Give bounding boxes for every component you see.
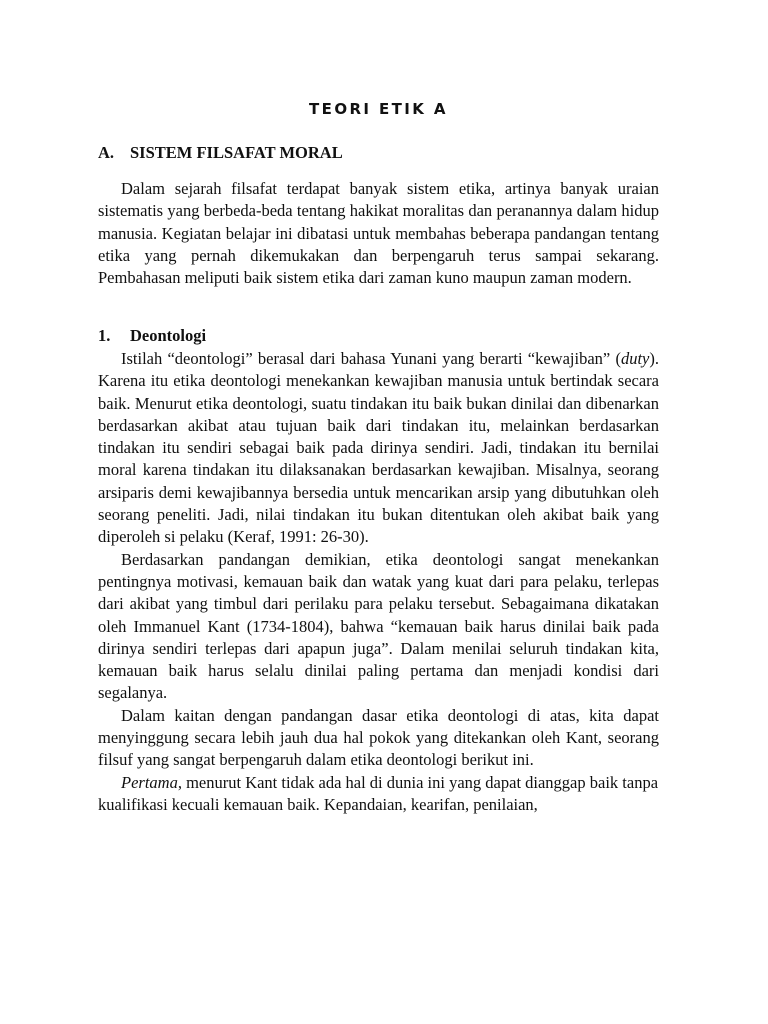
subsection-heading <box>98 326 206 346</box>
paragraph-1-italic: duty <box>620 349 650 368</box>
paragraph-1-text-a: Istilah “deontologi” berasal dari bahasa Yunani yang berarti “kewajiban” ( <box>121 349 621 368</box>
deontologi-body <box>98 348 659 816</box>
intro-block <box>98 178 659 289</box>
paragraph-4 <box>98 772 659 817</box>
paragraph-2: Berdasarkan pandangan demikian, etika deontologi sangat menekankan pentingnya motivasi, kemauan baik dan watak yang kuat dari para pelaku, terlepas dari akibat yang timbul dari perilaku para pelaku tersebut. Sebagaimana dikatakan oleh Immanuel Kant (1734-1804), bahwa “kemauan baik harus dinilai baik pada dirinya sendiri terlepas dari apapun juga”. Dalam menilai seluruh tindakan kita, kemauan baik harus selalu dinilai paling pertama dan menjadi kondisi dari segalanya. <box>98 549 659 703</box>
section-number: A. <box>98 143 115 162</box>
intro-paragraph: Dalam sejarah filsafat terdapat banyak sistem etika, artinya banyak uraian sistematis yang berbeda-beda tentang hakikat moralitas dan peranannya dalam hidup manusia. Kegiatan belajar ini dibatasi untuk membahas beberapa pandangan tentang etika yang pernah dikemukakan dan berpengaruh terus sampai sekarang. Pembahasan meliputi baik sistem etika dari zaman kuno maupun zaman modern. <box>98 179 659 288</box>
subsection-number: 1. <box>98 326 111 345</box>
section-title: SISTEM FILSAFAT MORAL <box>130 143 343 162</box>
paragraph-4-italic: Pertama <box>121 772 178 792</box>
paragraph-1-text-b: ). Karena itu etika deontologi menekankan kewajiban manusia untuk bertindak secara baik. Menurut etika deontologi, suatu tindakan itu baik bukan dinilai dan dibenarkan berdasarkan akibat atau tujuan baik dari tindakan itu, melainkan berdasarkan tindakan itu sendiri sebagai baik pada dirinya sendiri. Jadi, tindakan itu bernilai moral karena tindakan itu dilaksanakan berdasarkan kewajiban. Misalnya, seorang arsiparis demi kewajibannya bersedia untuk mencarikan arsip yang dibutuhkan oleh seorang peneliti. Jadi, nilai tindakan itu bukan ditentukan oleh akibat baik yang diperoleh si pelaku (Keraf, 1991: 26-30). <box>98 349 659 547</box>
document-title: TEORI ETIK A <box>309 100 448 118</box>
subsection-title: Deontologi <box>130 326 207 345</box>
paragraph-4-text: , menurut Kant tidak ada hal di dunia ini yang dapat dianggap baik tanpa kualifikasi kecuali kemauan baik. Kepandaian, kearifan, penilaian, <box>98 772 659 814</box>
paragraph-1 <box>98 348 659 549</box>
paragraph-3: Dalam kaitan dengan pandangan dasar etika deontologi di atas, kita dapat menyinggung secara lebih jauh dua hal pokok yang ditekankan oleh Kant, seorang filsuf yang sangat berpengaruh dalam etika deontologi berikut ini. <box>98 705 659 770</box>
section-heading <box>98 143 343 163</box>
